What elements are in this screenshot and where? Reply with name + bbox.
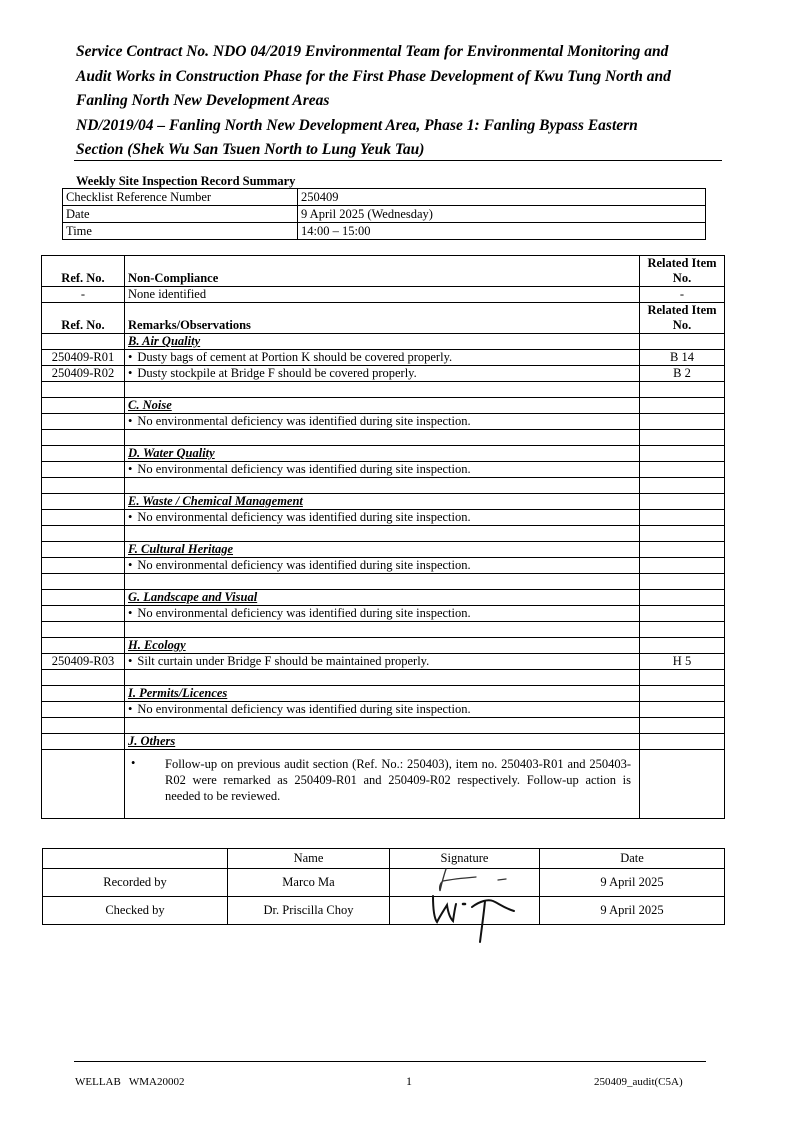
header-divider [74,160,722,161]
role-cell: Recorded by [43,869,228,897]
section-row [42,494,725,510]
page-number: 1 [406,1074,412,1088]
section-title: G. Landscape and Visual [128,590,258,604]
summary-label: Time [63,223,298,240]
remark-text: • No environmental deficiency was identified during site inspection. [128,558,471,572]
section-title: I. Permits/Licences [128,686,228,700]
table-header-row [43,849,725,869]
header-line: Service Contract No. NDO 04/2019 Environmental Team for Environmental Monitoring and [76,43,669,60]
related-cell: B 2 [640,366,725,382]
summary-label: Date [63,206,298,223]
col-signature: Signature [390,849,540,869]
col-ref: Ref. No. [42,303,125,334]
col-noncompliance: Non-Compliance [125,256,640,287]
section-row [42,638,725,654]
section-title: F. Cultural Heritage [128,542,234,556]
table-row [42,606,725,622]
header-line: ND/2019/04 – Fanling North New Development Area, Phase 1: Fanling Bypass Eastern [76,116,638,134]
table-row [63,206,706,223]
role-cell: Checked by [43,897,228,925]
signature-priscilla-choy [428,892,533,947]
spacer-row [42,574,725,590]
remark-text: • No environmental deficiency was identified during site inspection. [128,414,471,428]
signoff-table [42,848,725,925]
remark-text: • Silt curtain under Bridge F should be maintained properly. [128,654,429,668]
section-title: H. Ecology [128,638,186,652]
table-row [42,414,725,430]
footer-right: 250409_audit(C5A) [594,1076,683,1088]
related-cell: - [640,287,725,303]
summary-label: Checklist Reference Number [63,189,298,206]
footer-divider [74,1061,706,1062]
name-cell: Marco Ma [228,869,390,897]
header-line: Fanling North New Development Areas [76,92,330,109]
summary-value: 14:00 – 15:00 [298,223,706,240]
table-row [42,287,725,303]
table-row [63,189,706,206]
spacer-row [42,670,725,686]
spacer-row [42,622,725,638]
remark-text: • No environmental deficiency was identified during site inspection. [128,510,471,524]
ref-cell: - [42,287,125,303]
remark-text: • No environmental deficiency was identified during site inspection. [128,702,471,716]
ref-cell: 250409-R03 [42,654,125,670]
col-date: Date [540,849,725,869]
table-row [42,654,725,670]
section-title: B. Air Quality [128,334,201,348]
table-header-row [42,303,725,334]
table-row [42,558,725,574]
ref-cell: 250409-R01 [42,350,125,366]
bullet: • [131,756,136,770]
col-related: Related Item No. [640,303,725,334]
date-cell: 9 April 2025 [540,869,725,897]
table-row [42,462,725,478]
date-cell: 9 April 2025 [540,897,725,925]
summary-table [62,188,706,240]
name-cell: Dr. Priscilla Choy [228,897,390,925]
header-line: Audit Works in Construction Phase for the First Phase Development of Kwu Tung North and [76,67,671,85]
table-header-row [42,256,725,287]
ref-cell: 250409-R02 [42,366,125,382]
section-title: C. Noise [128,398,172,412]
table-row [43,869,725,897]
summary-value: 250409 [298,189,706,206]
remark-text: • No environmental deficiency was identified during site inspection. [128,606,471,620]
remark-text: Follow-up on previous audit section (Ref. No.: 250403), item no. 250403-R01 and 250403-R02 were remarked as 250409-R01 and 250409-R02 respectively. Follow-up action is needed to be reviewed. [165,757,631,803]
document-header [76,40,716,163]
section-row [42,686,725,702]
spacer-row [42,718,725,734]
desc-cell: None identified [125,287,640,303]
section-title: D. Water Quality [128,446,215,460]
section-title: E. Waste / Chemical Management [128,494,303,508]
col-related: Related Item No. [640,256,725,287]
summary-value: 9 April 2025 (Wednesday) [298,206,706,223]
table-row [42,750,725,819]
col-ref: Ref. No. [42,256,125,287]
section-row [42,334,725,350]
col-remarks: Remarks/Observations [125,303,640,334]
spacer-row [42,382,725,398]
section-row [42,542,725,558]
remark-text: • Dusty bags of cement at Portion K should be covered properly. [128,350,452,364]
spacer-row [42,478,725,494]
section-title: J. Others [128,734,176,748]
table-row [42,350,725,366]
footer-left: WELLAB WMA20002 [75,1076,185,1088]
summary-title: Weekly Site Inspection Record Summary [76,174,296,188]
remark-text: • Dusty stockpile at Bridge F should be covered properly. [128,366,417,380]
table-row [42,702,725,718]
section-row [42,398,725,414]
table-row [42,510,725,526]
table-row [43,897,725,925]
header-line: Section (Shek Wu San Tsuen North to Lung Yeuk Tau) [76,141,425,158]
section-row [42,734,725,750]
section-row [42,590,725,606]
inspection-table [41,255,725,819]
spacer-row [42,526,725,542]
table-row [42,366,725,382]
spacer-row [42,430,725,446]
section-row [42,446,725,462]
remark-text: • No environmental deficiency was identified during site inspection. [128,462,471,476]
table-row [63,223,706,240]
related-cell: B 14 [640,350,725,366]
related-cell: H 5 [640,654,725,670]
col-name: Name [228,849,390,869]
